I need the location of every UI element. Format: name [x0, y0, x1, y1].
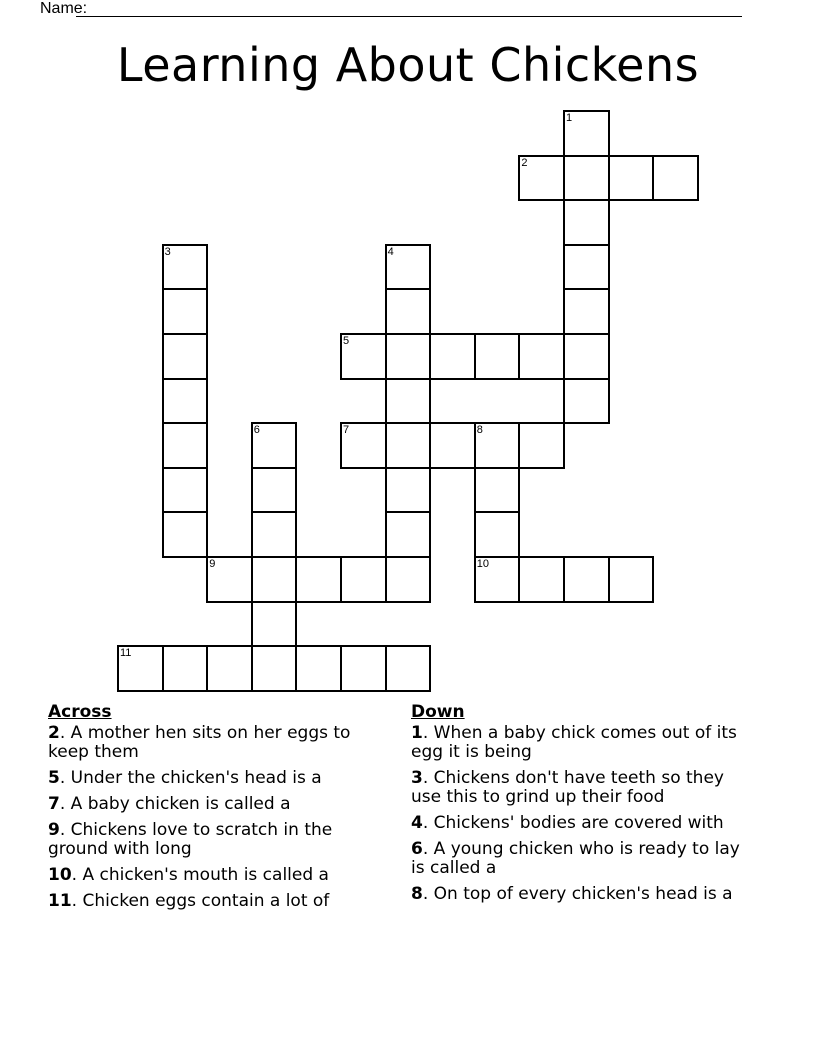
grid-cell[interactable] — [385, 556, 432, 603]
clue-text: On top of every chicken's head is a — [433, 884, 733, 904]
grid-cell[interactable] — [340, 645, 387, 692]
clue-number: 5 — [343, 335, 350, 347]
clue-number: 8 — [411, 884, 423, 904]
grid-cell[interactable] — [251, 601, 298, 648]
grid-cell[interactable] — [429, 422, 476, 469]
clue-number: 7 — [343, 424, 350, 437]
clue-number: 7 — [48, 794, 60, 814]
grid-cell[interactable] — [162, 511, 209, 558]
grid-cell[interactable] — [429, 333, 476, 380]
across-clue: 10. A chicken's mouth is called a — [48, 865, 329, 885]
clue-number: 4 — [387, 245, 394, 258]
down-clue: 6. A young chicken who is ready to lay is called a — [411, 839, 740, 878]
name-label: Name: — [40, 0, 88, 17]
grid-cell[interactable] — [385, 378, 432, 425]
across-clue: 9. Chickens love to scratch in the ground with long — [48, 820, 333, 859]
grid-cell[interactable] — [340, 556, 387, 603]
grid-cell[interactable] — [474, 333, 521, 380]
clue-number: 10 — [476, 558, 490, 570]
grid-cell[interactable] — [162, 333, 209, 380]
grid-cell[interactable] — [206, 556, 253, 603]
grid-cell[interactable] — [608, 556, 655, 603]
clue-number: 8 — [476, 424, 483, 437]
grid-cell[interactable] — [162, 288, 209, 335]
grid-cell[interactable] — [340, 333, 387, 380]
grid-cell[interactable] — [563, 333, 610, 380]
across-clue: 11. Chicken eggs contain a lot of — [48, 891, 330, 911]
grid-cell[interactable] — [251, 556, 298, 603]
name-input-line[interactable] — [76, 16, 742, 17]
grid-cell[interactable] — [385, 333, 432, 380]
clue-text: A mother hen sits on her eggs to keep them — [48, 723, 351, 762]
down-clue: 3. Chickens don't have teeth so they use this to grind up their food — [411, 768, 724, 807]
clue-text: A chicken's mouth is called a — [82, 865, 329, 885]
grid-cell[interactable] — [385, 511, 432, 558]
grid-cell[interactable] — [162, 467, 209, 514]
grid-cell[interactable] — [162, 244, 209, 291]
grid-cell[interactable] — [518, 333, 565, 380]
grid-cell[interactable] — [251, 511, 298, 558]
grid-cell[interactable] — [563, 378, 610, 425]
grid-cell[interactable] — [251, 645, 298, 692]
grid-cell[interactable] — [162, 645, 209, 692]
grid-cell[interactable] — [295, 556, 342, 603]
grid-cell[interactable] — [385, 288, 432, 335]
clue-number: 1 — [566, 112, 573, 124]
clue-number: 9 — [48, 820, 60, 840]
clue-number: 4 — [411, 813, 423, 833]
clue-number: 2 — [521, 156, 528, 169]
grid-cell[interactable] — [251, 467, 298, 514]
grid-cell[interactable] — [563, 288, 610, 335]
down-clues — [411, 703, 756, 911]
grid-cell[interactable] — [162, 422, 209, 469]
clue-number: 5 — [48, 768, 60, 788]
across-clue: 2. A mother hen sits on her eggs to keep them — [48, 723, 351, 762]
across-clues — [48, 703, 393, 918]
grid-cell[interactable] — [563, 110, 610, 157]
grid-cell[interactable] — [563, 556, 610, 603]
clue-text: A baby chicken is called a — [70, 794, 291, 814]
grid-cell[interactable] — [608, 155, 655, 202]
grid-cell[interactable] — [563, 155, 610, 202]
grid-cell[interactable] — [385, 244, 432, 291]
down-clue: 1. When a baby chick comes out of its egg it is being — [411, 723, 737, 762]
clue-number: 2 — [48, 723, 60, 743]
clue-text: When a baby chick comes out of its egg it is being — [411, 723, 737, 762]
grid-cell[interactable] — [162, 378, 209, 425]
down-clue: 8. On top of every chicken's head is a — [411, 884, 733, 904]
grid-cell[interactable] — [251, 422, 298, 469]
down-heading: Down — [411, 702, 465, 722]
grid-cell[interactable] — [385, 645, 432, 692]
across-heading: Across — [48, 702, 112, 722]
grid-cell[interactable] — [474, 422, 521, 469]
grid-cell[interactable] — [385, 422, 432, 469]
clue-number: 10 — [48, 865, 72, 885]
grid-cell[interactable] — [385, 467, 432, 514]
down-clue: 4. Chickens' bodies are covered with — [411, 813, 724, 833]
clue-number: 9 — [209, 558, 216, 570]
grid-cell[interactable] — [563, 199, 610, 246]
clue-number: 11 — [120, 647, 132, 660]
grid-cell[interactable] — [340, 422, 387, 469]
across-clue: 5. Under the chicken's head is a — [48, 768, 322, 788]
clue-text: Chickens love to scratch in the ground with long — [48, 820, 333, 859]
grid-cell[interactable] — [518, 556, 565, 603]
page-title: Learning About Chickens — [116, 38, 700, 92]
clue-number: 3 — [164, 245, 171, 258]
grid-cell[interactable] — [518, 422, 565, 469]
grid-cell[interactable] — [652, 155, 699, 202]
grid-cell[interactable] — [474, 511, 521, 558]
grid-cell[interactable] — [474, 467, 521, 514]
clue-text: Chickens' bodies are covered with — [433, 813, 724, 833]
clue-text: Under the chicken's head is a — [70, 768, 322, 788]
clue-text: Chicken eggs contain a lot of — [82, 891, 330, 911]
grid-cell[interactable] — [474, 556, 521, 603]
grid-cell[interactable] — [518, 155, 565, 202]
grid-cell[interactable] — [206, 645, 253, 692]
clue-number: 1 — [411, 723, 423, 743]
grid-cell[interactable] — [563, 244, 610, 291]
clue-number: 3 — [411, 768, 423, 788]
clue-number: 6 — [253, 424, 260, 437]
grid-cell[interactable] — [295, 645, 342, 692]
grid-cell[interactable] — [117, 645, 164, 692]
across-clue: 7. A baby chicken is called a — [48, 794, 291, 814]
clue-text: A young chicken who is ready to lay is called a — [411, 839, 740, 878]
clue-number: 11 — [48, 891, 72, 911]
clue-text: Chickens don't have teeth so they use this to grind up their food — [411, 768, 724, 807]
clue-number: 6 — [411, 839, 423, 859]
